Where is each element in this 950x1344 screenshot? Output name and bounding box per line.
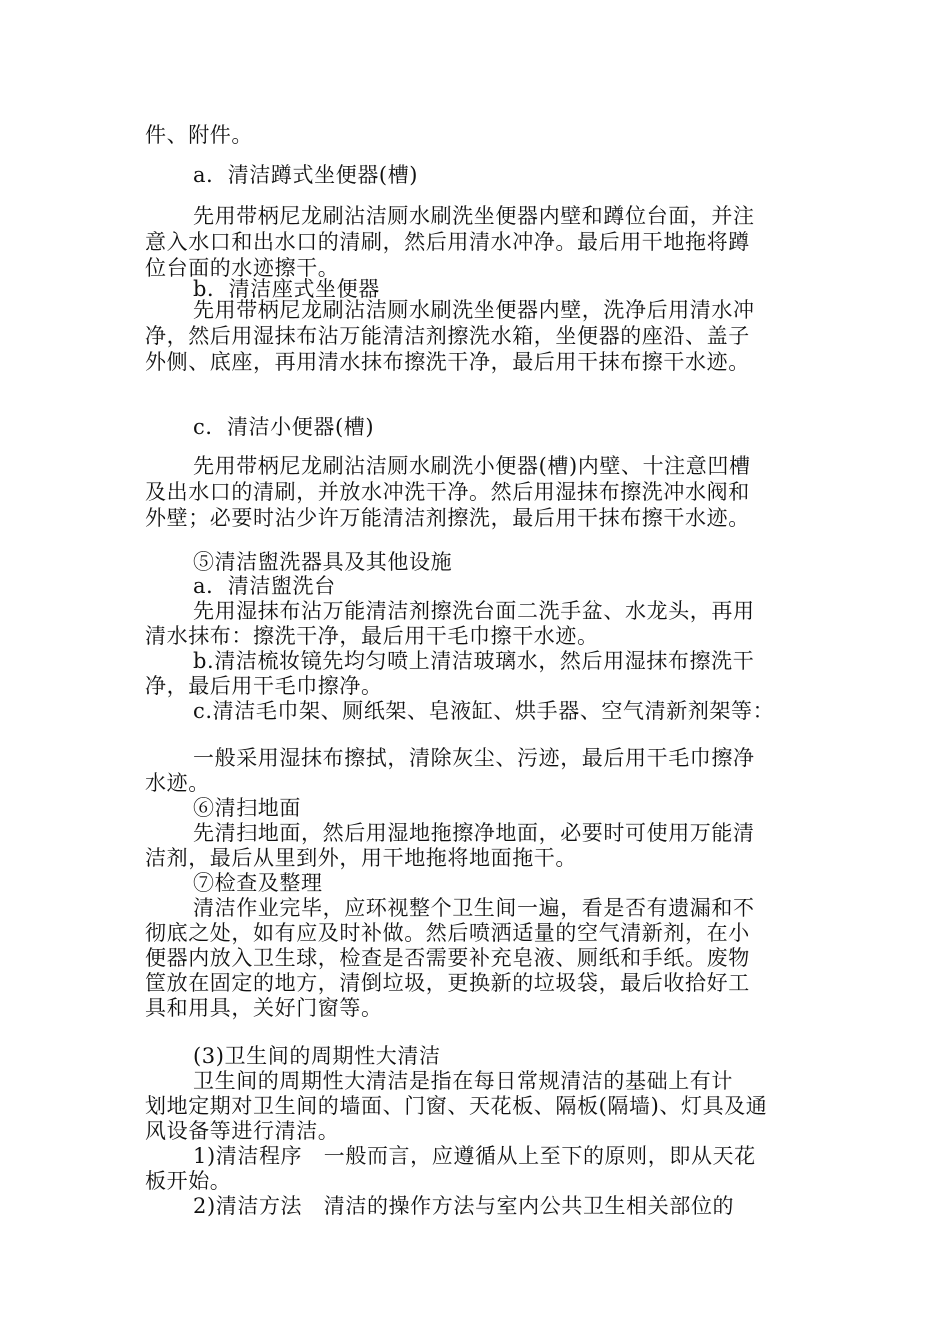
subheading: a．清洁蹲式坐便器(槽)	[193, 163, 419, 187]
subheading: c．清洁小便器(槽)	[193, 415, 375, 439]
text-line: 先用湿抹布沾万能清洁剂擦洗台面二洗手盆、水龙头，再用	[193, 599, 755, 623]
text-line: 位台面的水迹擦干。	[145, 256, 340, 280]
text-line: 2)清洁方法 清洁的操作方法与室内公共卫生相关部位的	[193, 1194, 735, 1218]
text-line: 及出水口的清刷，并放水冲洗干净。然后用湿抹布擦洗冲水阀和	[145, 480, 750, 504]
subheading: b．清洁座式坐便器	[193, 277, 380, 301]
text-line: 风设备等进行清洁。	[145, 1119, 340, 1143]
section-heading: (3)卫生间的周期性大清洁	[193, 1044, 441, 1068]
text-line: c.清洁毛巾架、厕纸架、皂液缸、烘手器、空气清新剂架等：	[193, 699, 775, 723]
text-line: 净，最后用干毛巾擦净。	[145, 674, 383, 698]
section-heading: ⑦检查及整理	[193, 871, 323, 895]
text-line: 筐放在固定的地方，清倒垃圾，更换新的垃圾袋，最后收拾好工	[145, 971, 750, 995]
text-line: 净，然后用湿抹布沾万能清洁剂擦洗水箱，坐便器的座沿、盖子	[145, 324, 750, 348]
text-line: 1)清洁程序 一般而言，应遵循从上至下的原则，即从天花	[193, 1144, 756, 1168]
subheading: a．清洁盥洗台	[193, 574, 336, 598]
text-line: 先清扫地面，然后用湿地拖擦净地面，必要时可使用万能清	[193, 821, 755, 845]
text-line: 水迹。	[145, 771, 210, 795]
text-line: 先用带柄尼龙刷沾洁厕水刷洗坐便器内壁和蹲位台面，并注	[193, 204, 755, 228]
text-line: 具和用具，关好门窗等。	[145, 996, 383, 1020]
text-line: 件、附件。	[145, 123, 253, 147]
section-heading: ⑤清洁盥洗器具及其他设施	[193, 550, 453, 574]
text-line: 划地定期对卫生间的墙面、门窗、天花板、隔板(隔墙)、灯具及通	[145, 1094, 768, 1118]
text-line: 一般采用湿抹布擦拭，清除灰尘、污迹，最后用干毛巾擦净	[193, 746, 755, 770]
text-line: 先用带柄尼龙刷沾洁厕水刷洗坐便器内壁，洗净后用清水冲	[193, 298, 755, 322]
text-line: b.清洁梳妆镜先均匀喷上清洁玻璃水，然后用湿抹布擦洗干	[193, 649, 755, 673]
text-line: 洁剂，最后从里到外，用干地拖将地面拖干。	[145, 846, 577, 870]
text-line: 先用带柄尼龙刷沾洁厕水刷洗小便器(槽)内壁、十注意凹槽	[193, 454, 751, 478]
text-line: 意入水口和出水口的清刷，然后用清水冲净。最后用干地拖将蹲	[145, 230, 750, 254]
text-line: 外壁；必要时沾少许万能清洁剂擦洗，最后用干抹布擦干水迹。	[145, 506, 750, 530]
text-line: 外侧、底座，再用清水抹布擦洗干净，最后用干抹布擦干水迹。	[145, 350, 750, 374]
text-line: 彻底之处，如有应及时补做。然后喷洒适量的空气清新剂，在小	[145, 921, 750, 945]
section-heading: ⑥清扫地面	[193, 796, 301, 820]
text-line: 便器内放入卫生球，检查是否需要补充皂液、厕纸和手纸。废物	[145, 946, 750, 970]
text-line: 卫生间的周期性大清洁是指在每日常规清洁的基础上有计	[193, 1069, 733, 1093]
text-line: 清水抹布：擦洗干净，最后用干毛巾擦干水迹。	[145, 624, 599, 648]
text-line: 板开始。	[145, 1169, 232, 1193]
text-line: 清洁作业完毕，应环视整个卫生间一遍，看是否有遗漏和不	[193, 896, 755, 920]
